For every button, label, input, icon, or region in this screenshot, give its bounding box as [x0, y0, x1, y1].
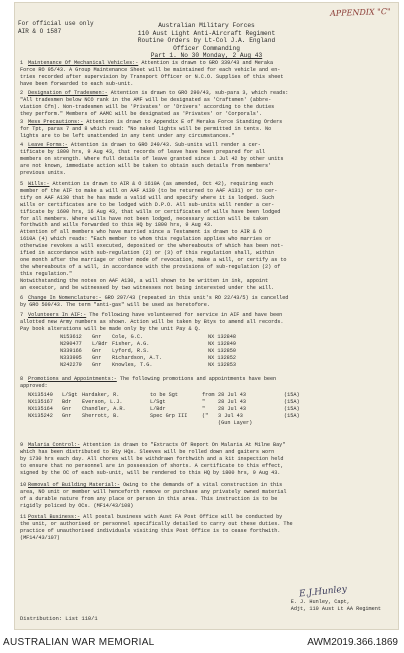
signatory-title: Adjt, 110 Aust Lt AA Regiment: [290, 606, 381, 612]
paragraph-1: 1 Maintenance Of Mechanical Vehicles:- Attention is drawn to GRO 339/43 and Meraka Force RO 95/43. A Group Maintenance Sheet will be maintained for each vehicle and en- tries recorded after supervision by Transport Officer or N.C.O. Supplies of this sheet have been forwarded to each sub-unit.: [20, 60, 284, 87]
document-page: [14, 2, 399, 630]
paragraph-6: 6 Change In Nomenclature:- GRO 297/43 (repeated in this unit's RO 22/43/5) is cancelled by GRO 509/43. The term "anti-gas" will be used as heretofore.: [20, 295, 289, 308]
paragraph-2: 2 Designation of Tradesmen:- Attention is drawn to GRO 290/43, sub-para 3, which reads: "All tradesmen below NCO rank in the AMF will be designated as 'Craftsmen' (abbre- viation Cfn). Non-tradesmen will be 'Privates' or 'Drivers' according to the duties they perform." Members of AAMC will be designated as 'Privates' or 'Corporals'.: [20, 90, 289, 117]
paragraph-title: Volunteers In AIF:-: [28, 312, 87, 318]
paragraph-title: Change In Nomenclature:-: [28, 295, 102, 301]
promotions-table: [28, 392, 300, 427]
header-line: 110 Aust Light Anti-Aircraft Regiment: [137, 29, 276, 37]
table-row: N290477 L/Bdr Fisher, A.G. NX 132849: [60, 340, 237, 347]
signatory-name: E. J. Hunley, Capt,: [290, 599, 350, 605]
paragraph-9: 9 Malaria Control:- Attention is drawn to "Extracts Of Report On Malaria At Milne Bay" which has been distributed to Bty HQs. Sleeves will be rolled down and gaiters worn by 1730 hrs each day. All chores will be withdrawn forthwith and a kit inspection held to ensure that no personnel are in possession of shorts. A certificate to this effect, signed by the OC of each sub-unit, will be rendered to this HQ by 1800 hrs, 9 Aug 43.: [20, 442, 286, 476]
paragraph-3: 3 Mess Precautions:- Attention is drawn to Appendix E of Meraka Force Standing Orders for Tpt, paras 7 and 8 which read: "No naked lights will be permitted in tents. No lights are to be left unattended in any tent under any circumstances.": [20, 119, 283, 139]
header-line: Australian Military Forces: [158, 22, 255, 29]
header-line: Routine Orders by Lt-Col J.A. England: [137, 37, 276, 45]
table-row: NX135140 L/Sgt Hardaker, R. to be Sgt from 28 Jul 43 (15A): [28, 392, 300, 398]
table-row: NX135242 Gnr Sherrott, B. Spec Grp III (" 3 Jul 43 (15A): [28, 412, 300, 419]
archive-reference: AWM2019.366.1869: [307, 637, 398, 648]
paragraph-10: 10 Removal of Building Material:- Owing to the demands of a vital construction in this area, NO unit or member will henceforth remove or purchase any privately owned material of a durable nature from any place or person in this area. This instruction is to be rigidly policed by OCs. (MF14/43/108): [20, 482, 287, 509]
paragraph-title: Wills:-: [28, 181, 50, 187]
distribution-line: Distribution: List 110/1: [20, 616, 98, 622]
table-row: N333995 Gnr Richardson, A.T. NX 132852: [60, 354, 237, 361]
table-row: N153612 Gnr Cole, G.C. NX 132848: [60, 334, 237, 340]
header-part-number: Part 1. No 30 Monday, 2 Aug 43: [150, 52, 263, 60]
table-row: NX135167 Bdr Everson, L.J. L/Sgt " 28 Jul 43 (15A): [28, 398, 300, 405]
volunteers-table: [60, 334, 236, 369]
paragraph-title: Mess Precautions:-: [28, 119, 84, 125]
table-row: NX135164 Gnr Chandler, A.R. L/Bdr " 28 Jul 43 (15A): [28, 405, 300, 412]
order-header: [14, 22, 399, 60]
paragraph-title: Postal Business:-: [28, 514, 81, 520]
security-line: For official use only: [18, 20, 94, 27]
appendix-annotation: APPENDIX "C": [330, 6, 392, 19]
paragraph-11: 11 Postal Business:- All postal business with Aust FA Post Office will be conducted by the unit, or authorised or personnel specifically detailed to carry out these duties. The practice of unauthorised individuals visiting this Post Office is to cease forthwith. (MF14/43/107): [20, 514, 293, 541]
paragraph-title: Designation of Tradesmen:-: [28, 90, 108, 96]
paragraph-title: Promotions and Appointments:-: [28, 376, 117, 382]
paragraph-4: 4 Leave Forms:- Attention is drawn to GRO 249/43. Sub-units will render a cer- tificate by 1800 hrs, 9 Aug 43, that records of leave have been prepared for all members on strength. Where full details of leave granted since 1 Jul 42 by other units are not known, immediate action will be taken to obtain such details from members' previous units.: [20, 142, 284, 176]
archive-caption-bar: [0, 630, 404, 653]
promotions-note: (Gun Layer): [218, 419, 253, 426]
paragraph-5: 5 Wills:- Attention is drawn to AIR & O 1610A (as amended, Oct 42), requiring each member of the AIF to make a will on AAF A130 (to be returned to AAF A131) or to cer- tify on AAF A130 that he has made a valid will and specify where it is lodged. Such wills or certificates are to be lodged with D.P.O. All sub-units will render a cer- tificate by 1600 hrs, 16 Aug 43, that wills or certificates of wills have been lodged for all members. Where wills have not been lodged, necessary action will be taken forthwith and wills forwarded to this HQ by 1800 hrs, 9 Aug 43. Attention of all members who have married since a Testament is drawn to AIR & O 1610A (4) which reads: "Each member to whom this regulation applies who marries or otherwise revokes a will executed, deposited or the whereabouts of which has been not- ified in accordance with sub-regulation (2) or (3) of this regulation shall, within one month after the marriage or other mode of revocation, make a will, or certify as to the whereabouts of a will, in accordance with the provisions of sub-regulation (2) of this regulation." Notwithstanding the notes on AAF A130, a will shown to be written in ink, appoint an executor, and be witnessed by two witnesses not being interested under the will.: [20, 181, 287, 291]
security-ref: AIR & O 1587: [18, 28, 62, 35]
paragraph-8: 8 Promotions and Appointments:- The following promotions and appointments have been approved:: [20, 376, 277, 389]
handwritten-signature: E.J.Hunley: [298, 584, 348, 600]
paragraph-title: Malaria Control:-: [28, 442, 81, 448]
table-row: N339166 Gnr Lyford, R.S. NX 132850: [60, 347, 237, 354]
header-line: Officer Commanding: [173, 44, 240, 52]
archive-name: AUSTRALIAN WAR MEMORIAL: [3, 637, 155, 648]
table-row: N242279 Gnr Knowles, T.G. NX 132853: [60, 361, 237, 368]
paragraph-7: 7 Volunteers In AIF:- The following have volunteered for service in AIF and have been allotted new Army numbers as shown. Action will be taken by Btys to amend all records. Pay book alterations will be made only by the unit Pay & Q.: [20, 312, 284, 332]
paragraph-title: Removal of Building Material:-: [28, 482, 120, 488]
signature-block: [291, 599, 381, 613]
paragraph-title: Leave Forms:-: [28, 142, 68, 148]
paragraph-title: Maintenance Of Mechanical Vehicles:-: [28, 60, 139, 66]
